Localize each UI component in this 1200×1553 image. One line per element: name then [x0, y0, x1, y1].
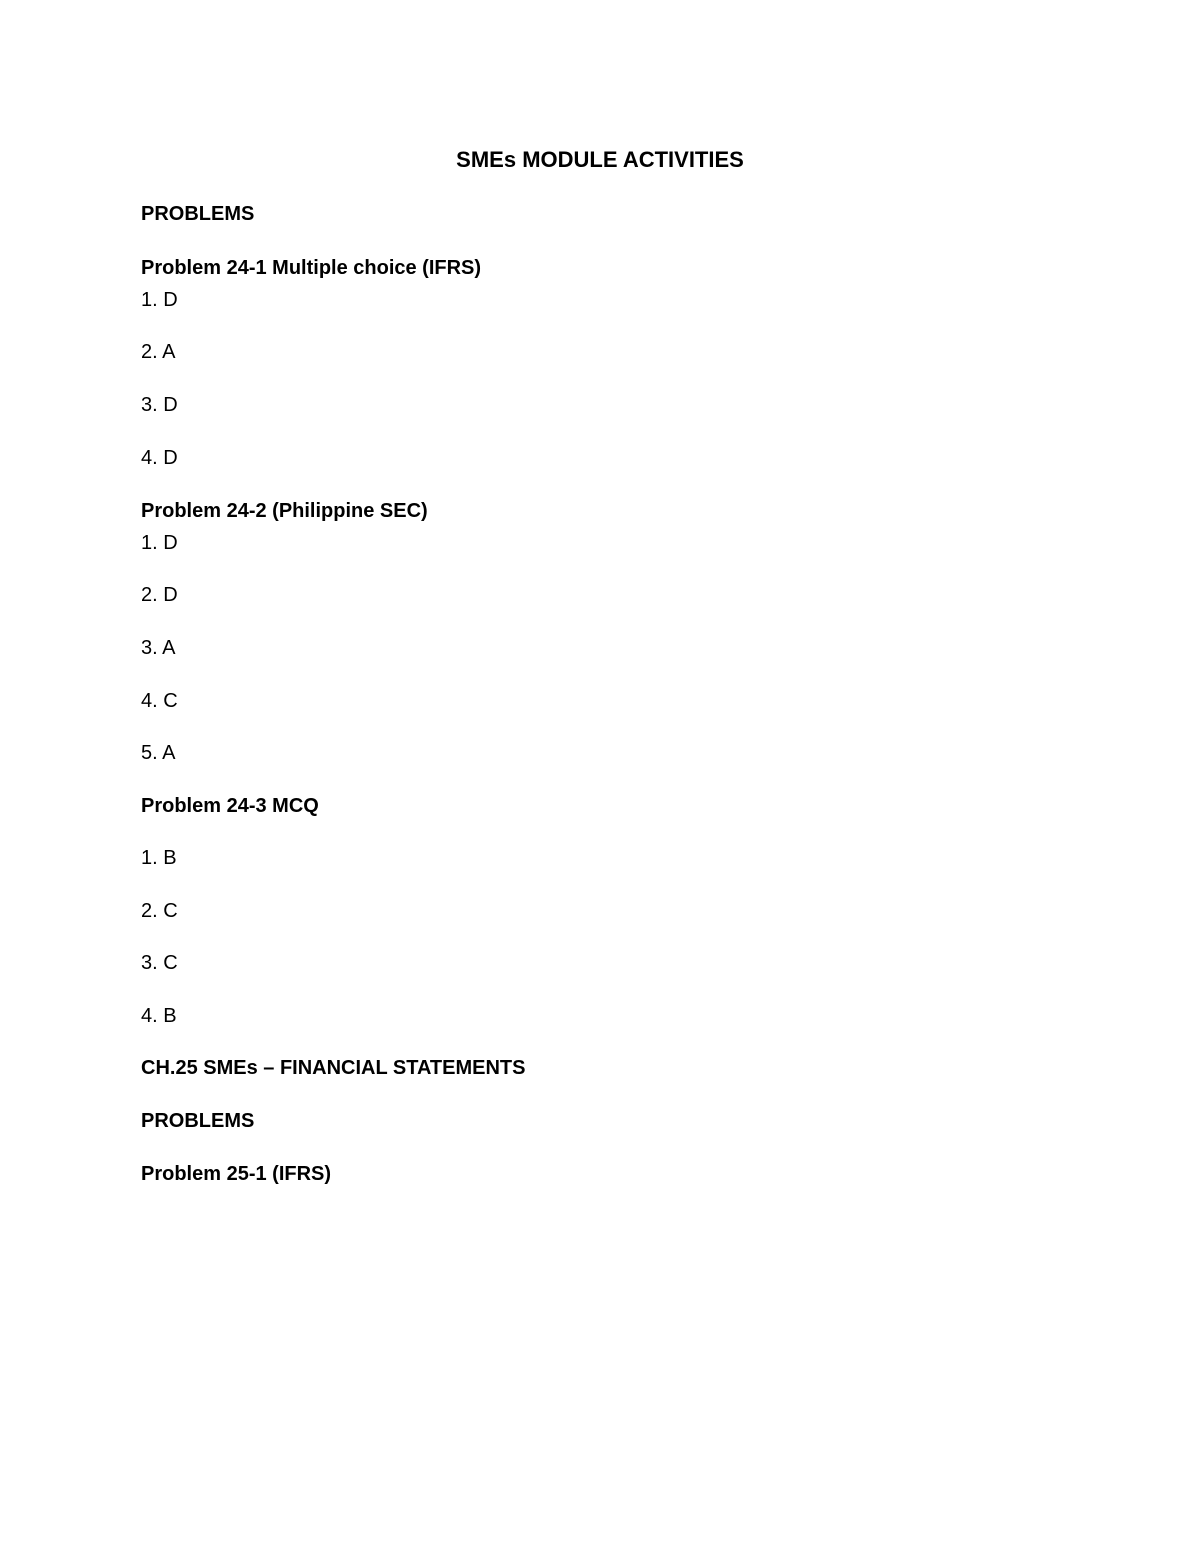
answer-item: 4. C	[141, 690, 178, 712]
problem-heading-24-3: Problem 24-3 MCQ	[141, 795, 319, 817]
problem-heading-24-1: Problem 24-1 Multiple choice (IFRS)	[141, 257, 482, 279]
answer-item: 5. A	[141, 742, 176, 764]
answer-item: 3. A	[141, 637, 176, 659]
section-heading-problems: PROBLEMS	[141, 203, 255, 225]
answer-item: 3. C	[141, 952, 178, 974]
problem-heading-25-1: Problem 25-1 (IFRS)	[141, 1163, 332, 1185]
answer-item: 1. B	[141, 847, 177, 869]
document-title: SMEs MODULE ACTIVITIES	[456, 147, 744, 172]
answer-item: 4. B	[141, 1005, 177, 1027]
problem-heading-24-2: Problem 24-2 (Philippine SEC)	[141, 500, 428, 522]
answer-item: 3. D	[141, 394, 178, 416]
answer-item: 4. D	[141, 447, 178, 469]
answer-item: 1. D	[141, 289, 178, 311]
answer-item: 2. C	[141, 900, 178, 922]
answer-item: 1. D	[141, 532, 178, 554]
answer-item: 2. A	[141, 341, 176, 363]
section-heading-problems-2: PROBLEMS	[141, 1110, 255, 1132]
answer-item: 2. D	[141, 584, 178, 606]
chapter-heading-25: CH.25 SMEs – FINANCIAL STATEMENTS	[141, 1057, 526, 1079]
